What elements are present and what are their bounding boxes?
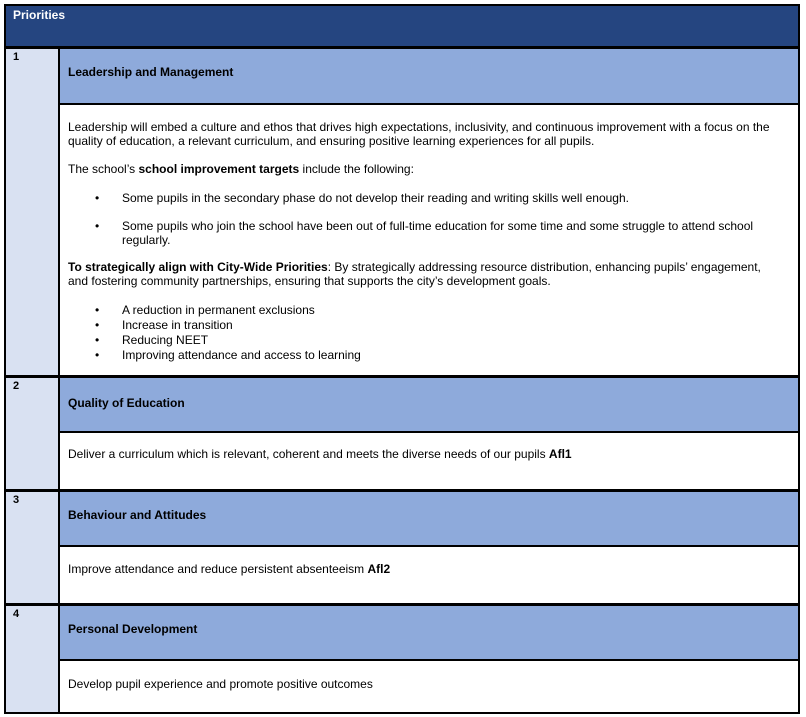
table-title-bar — [6, 6, 798, 49]
table-title: Priorities — [13, 8, 66, 22]
section-text: Deliver a curriculum which is relevant, coherent and meets the diverse needs of our pupils Afl1 — [68, 447, 572, 461]
section-heading-cell-1 — [60, 49, 798, 105]
section-body-cell-3 — [60, 547, 798, 603]
section-number-cell-4 — [6, 606, 60, 712]
section-heading-cell-2 — [60, 378, 798, 433]
section-heading: Leadership and Management — [68, 65, 234, 79]
section-number: 1 — [13, 51, 20, 63]
section-number: 4 — [13, 608, 20, 620]
section-heading-cell-4 — [60, 606, 798, 661]
section-text: Develop pupil experience and promote positive outcomes — [68, 677, 373, 691]
section-number: 2 — [13, 380, 20, 392]
section-body-cell-1: Leadership will embed a culture and ethos that drives high expectations, inclusivity, and continuous improvement with a focus on the quality of education, a relevant curriculum, and ensuring positive learning experiences for all pupils. The school’s school improvement targets include the following: • Some pupils in the secondary phase do not develop their reading and writing skills well enough. • Some pupils who join the school have been out of full-time education for some time and some struggle to attend school regularly. To strategically align with City-Wide Priorities: By strategically addressing resource distribution, enhancing pupils’ engagement, and fostering community partnerships, ensuring that supports the city’s development goals. • A reduction in permanent exclusions • Increase in transition • Reducing NEET • Improving attendance and access to learning — [60, 105, 798, 375]
section-number: 3 — [13, 494, 20, 506]
section-heading: Personal Development — [68, 622, 198, 636]
priorities-table — [4, 4, 800, 714]
section-heading: Quality of Education — [68, 396, 185, 410]
section-number-cell-1 — [6, 49, 60, 375]
leadership-paragraph: Leadership will embed a culture and ethos that drives high expectations, inclusivity, and continuous improvement with a focus on the quality of education, a relevant curriculum, and ensuring positive learning experiences for all pupils. — [68, 120, 770, 148]
section-heading: Behaviour and Attitudes — [68, 508, 207, 522]
section-number-cell-2 — [6, 378, 60, 489]
section-body-cell-4 — [60, 661, 798, 712]
section-text: Improve attendance and reduce persistent absenteeism Afl2 — [68, 562, 391, 576]
targets-intro: The school’s school improvement targets include the following: — [68, 162, 414, 176]
city-wide-alignment-paragraph: To strategically align with City-Wide Priorities: By strategically addressing resource distribution, enhancing pupils’ engagement, and fostering community partnerships, ensuring that supports the city’s development goals. — [68, 260, 761, 288]
section-heading-cell-3 — [60, 492, 798, 547]
section-number-cell-3 — [6, 492, 60, 603]
section-body-cell-2 — [60, 433, 798, 489]
